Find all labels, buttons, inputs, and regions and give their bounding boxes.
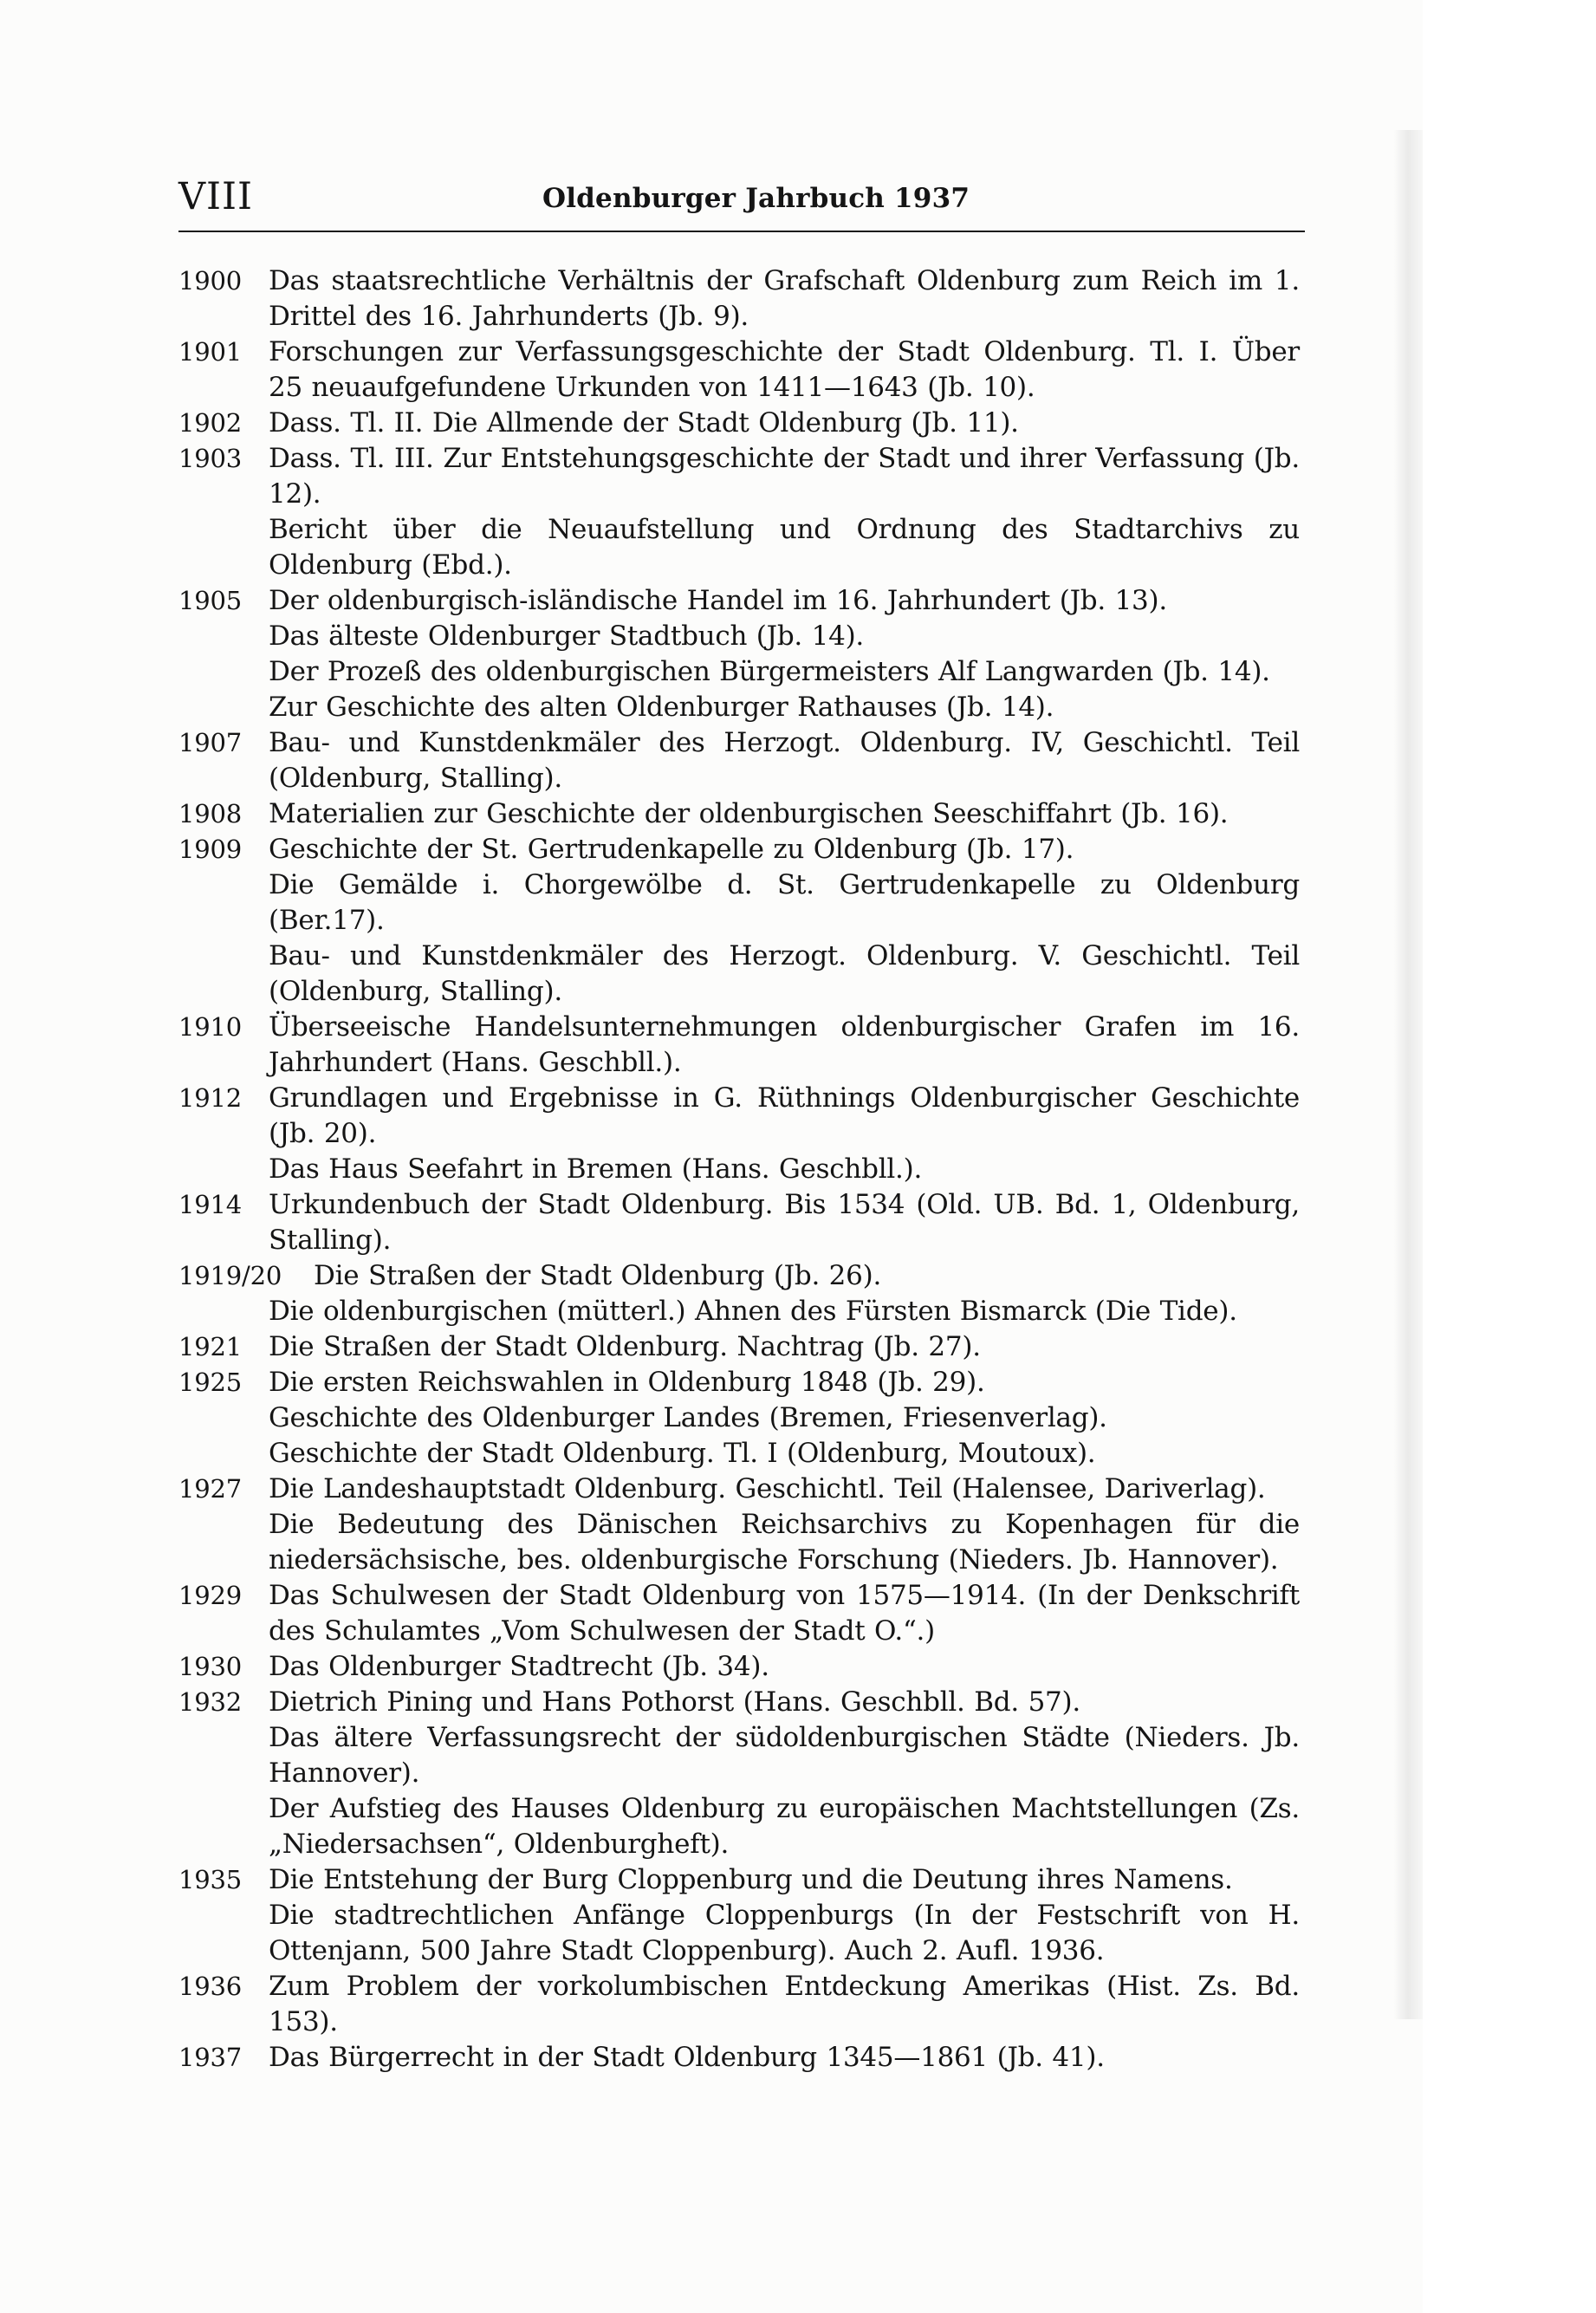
entry-year: 1935 bbox=[178, 1865, 243, 1894]
entry-year: 1925 bbox=[178, 1368, 243, 1397]
entry-year: 1937 bbox=[178, 2043, 243, 2072]
bibliography-entry bbox=[178, 441, 1305, 512]
bibliography-entry bbox=[178, 1436, 1305, 1472]
bibliography-entry bbox=[178, 1258, 1305, 1294]
entry-text: Die Straßen der Stadt Oldenburg. Nachtrag (Jb. 27). bbox=[269, 1331, 981, 1362]
entry-text: Die Entstehung der Burg Cloppenburg und die Deutung ihres Namens. bbox=[269, 1864, 1233, 1895]
bibliography-entry bbox=[178, 796, 1305, 832]
entry-year: 1905 bbox=[178, 586, 243, 615]
entry-year: 1907 bbox=[178, 728, 243, 757]
entry-text: Zum Problem der vorkolumbischen Entdeckung Amerikas (Hist. Zs. Bd. 153). bbox=[269, 1971, 1300, 2037]
entry-text: Das Bürgerrecht in der Stadt Oldenburg 1345—1861 (Jb. 41). bbox=[269, 2042, 1105, 2073]
entry-text: Das Haus Seefahrt in Bremen (Hans. Geschbll.). bbox=[269, 1153, 923, 1185]
bibliography-entry bbox=[178, 1294, 1305, 1329]
bibliography-entry bbox=[178, 263, 1305, 335]
entry-text: Die stadtrechtlichen Anfänge Cloppenburgs (In der Festschrift von H. Ottenjann, 500 Jahre Stadt Cloppenburg). Auch 2. Aufl. 1936. bbox=[269, 1900, 1300, 1966]
bibliography-entry bbox=[178, 1898, 1305, 1969]
entry-text: Die ersten Reichswahlen in Oldenburg 1848 (Jb. 29). bbox=[269, 1367, 985, 1398]
entry-text: Zur Geschichte des alten Oldenburger Rathauses (Jb. 14). bbox=[269, 692, 1054, 723]
bibliography-entry bbox=[178, 406, 1305, 441]
bibliography-entry bbox=[178, 1472, 1305, 1507]
bibliography-entry bbox=[178, 1010, 1305, 1081]
bibliography-entry bbox=[178, 1578, 1305, 1649]
bibliography-entry bbox=[178, 619, 1305, 654]
entry-text: Bau- und Kunstdenkmäler des Herzogt. Oldenburg. IV, Geschichtl. Teil (Oldenburg, Stalling). bbox=[269, 727, 1300, 794]
bibliography-entry bbox=[178, 725, 1305, 796]
bibliography-entry bbox=[178, 1187, 1305, 1258]
page-edge-shadow bbox=[1393, 130, 1423, 2019]
bibliography-entry bbox=[178, 690, 1305, 725]
entry-text: Geschichte der St. Gertrudenkapelle zu Oldenburg (Jb. 17). bbox=[269, 834, 1074, 865]
entry-year: 1921 bbox=[178, 1332, 243, 1361]
entry-year: 1903 bbox=[178, 444, 243, 473]
entry-year: 1936 bbox=[178, 1972, 243, 2001]
entry-year: 1927 bbox=[178, 1474, 243, 1504]
entry-text: Die Straßen der Stadt Oldenburg (Jb. 26). bbox=[314, 1260, 882, 1291]
running-title: Oldenburger Jahrbuch 1937 bbox=[542, 183, 970, 214]
entry-text: Der Aufstieg des Hauses Oldenburg zu europäischen Machtstellungen (Zs. „Niedersachsen“, Oldenburgheft). bbox=[269, 1793, 1300, 1860]
bibliography-entry bbox=[178, 1507, 1305, 1578]
entry-year: 1900 bbox=[178, 266, 243, 296]
entry-text: Grundlagen und Ergebnisse in G. Rüthnings Oldenburgischer Geschichte (Jb. 20). bbox=[269, 1082, 1300, 1149]
bibliography-entry bbox=[178, 1862, 1305, 1898]
bibliography-entry bbox=[178, 1329, 1305, 1365]
bibliography-entry bbox=[178, 2040, 1305, 2076]
entry-year: 1932 bbox=[178, 1687, 243, 1717]
entry-text: Bericht über die Neuaufstellung und Ordnung des Stadtarchivs zu Oldenburg (Ebd.). bbox=[269, 514, 1300, 581]
entry-text: Bau- und Kunstdenkmäler des Herzogt. Oldenburg. V. Geschichtl. Teil (Oldenburg, Stalling). bbox=[269, 940, 1300, 1007]
bibliography-entry bbox=[178, 1791, 1305, 1862]
bibliography-entry bbox=[178, 654, 1305, 690]
entry-text: Das staatsrechtliche Verhältnis der Grafschaft Oldenburg zum Reich im 1. Drittel des 16. Jahrhunderts (Jb. 9). bbox=[269, 265, 1300, 332]
entry-year: 1908 bbox=[178, 799, 243, 828]
entry-text: Dass. Tl. III. Zur Entstehungsgeschichte der Stadt und ihrer Verfassung (Jb. 12). bbox=[269, 443, 1300, 510]
entry-year: 1930 bbox=[178, 1652, 243, 1681]
entry-year: 1912 bbox=[178, 1083, 243, 1113]
entry-text: Dass. Tl. II. Die Allmende der Stadt Oldenburg (Jb. 11). bbox=[269, 407, 1019, 439]
entry-year: 1902 bbox=[178, 408, 243, 438]
bibliography-entry bbox=[178, 1081, 1305, 1152]
bibliography-entry bbox=[178, 1720, 1305, 1791]
bibliography-entry bbox=[178, 1969, 1305, 2040]
entry-year: 1910 bbox=[178, 1012, 243, 1042]
bibliography-entry bbox=[178, 1400, 1305, 1436]
entry-text: Urkundenbuch der Stadt Oldenburg. Bis 1534 (Old. UB. Bd. 1, Oldenburg, Stalling). bbox=[269, 1189, 1300, 1256]
bibliography-entry bbox=[178, 1365, 1305, 1400]
entry-text: Das älteste Oldenburger Stadtbuch (Jb. 14). bbox=[269, 620, 865, 652]
entry-text: Das Oldenburger Stadtrecht (Jb. 34). bbox=[269, 1651, 769, 1682]
page-margin bbox=[1423, 0, 1596, 2313]
bibliography-entry bbox=[178, 335, 1305, 406]
entry-year: 1914 bbox=[178, 1190, 243, 1219]
entry-text: Das ältere Verfassungsrecht der südoldenburgischen Städte (Nieders. Jb. Hannover). bbox=[269, 1722, 1300, 1789]
entry-year: 1901 bbox=[178, 337, 243, 367]
entry-year: 1919/20 bbox=[178, 1261, 282, 1290]
bibliography-entry bbox=[178, 867, 1305, 939]
entry-text: Das Schulwesen der Stadt Oldenburg von 1575—1914. (In der Denkschrift des Schulamtes „Vom Schulwesen der Stadt O.“.) bbox=[269, 1580, 1300, 1647]
bibliography-entry bbox=[178, 1649, 1305, 1685]
bibliography-entry bbox=[178, 1685, 1305, 1720]
entry-year: 1909 bbox=[178, 835, 243, 864]
bibliography-entry bbox=[178, 512, 1305, 583]
entry-text: Materialien zur Geschichte der oldenburgischen Seeschiffahrt (Jb. 16). bbox=[269, 798, 1229, 829]
entry-text: Der oldenburgisch-isländische Handel im 16. Jahrhundert (Jb. 13). bbox=[269, 585, 1167, 616]
bibliography-entry bbox=[178, 1152, 1305, 1187]
page-number: VIII bbox=[178, 175, 254, 218]
entry-text: Die Landeshauptstadt Oldenburg. Geschichtl. Teil (Halensee, Dariverlag). bbox=[269, 1473, 1266, 1504]
entry-text: Die oldenburgischen (mütterl.) Ahnen des Fürsten Bismarck (Die Tide). bbox=[269, 1296, 1237, 1327]
bibliography-entry bbox=[178, 583, 1305, 619]
bibliography-entry bbox=[178, 832, 1305, 867]
entry-text: Der Prozeß des oldenburgischen Bürgermeisters Alf Langwarden (Jb. 14). bbox=[269, 656, 1270, 687]
page-header bbox=[178, 172, 1305, 232]
entry-year: 1929 bbox=[178, 1581, 243, 1610]
entry-text: Die Bedeutung des Dänischen Reichsarchivs zu Kopenhagen für die niedersächsische, bes. oldenburgische Forschung (Nieders. Jb. Hannover). bbox=[269, 1509, 1300, 1576]
entry-text: Geschichte der Stadt Oldenburg. Tl. I (Oldenburg, Moutoux). bbox=[269, 1438, 1096, 1469]
entry-text: Die Gemälde i. Chorgewölbe d. St. Gertrudenkapelle zu Oldenburg (Ber.17). bbox=[269, 869, 1300, 936]
bibliography-entry bbox=[178, 939, 1305, 1010]
entry-text: Forschungen zur Verfassungsgeschichte der Stadt Oldenburg. Tl. I. Über 25 neuaufgefundene Urkunden von 1411—1643 (Jb. 10). bbox=[269, 336, 1300, 403]
entry-text: Dietrich Pining und Hans Pothorst (Hans. Geschbll. Bd. 57). bbox=[269, 1686, 1080, 1718]
entry-text: Überseeische Handelsunternehmungen oldenburgischer Grafen im 16. Jahrhundert (Hans. Geschbll.). bbox=[269, 1011, 1300, 1078]
entry-text: Geschichte des Oldenburger Landes (Bremen, Friesenverlag). bbox=[269, 1402, 1107, 1433]
bibliography-list bbox=[178, 263, 1305, 2076]
